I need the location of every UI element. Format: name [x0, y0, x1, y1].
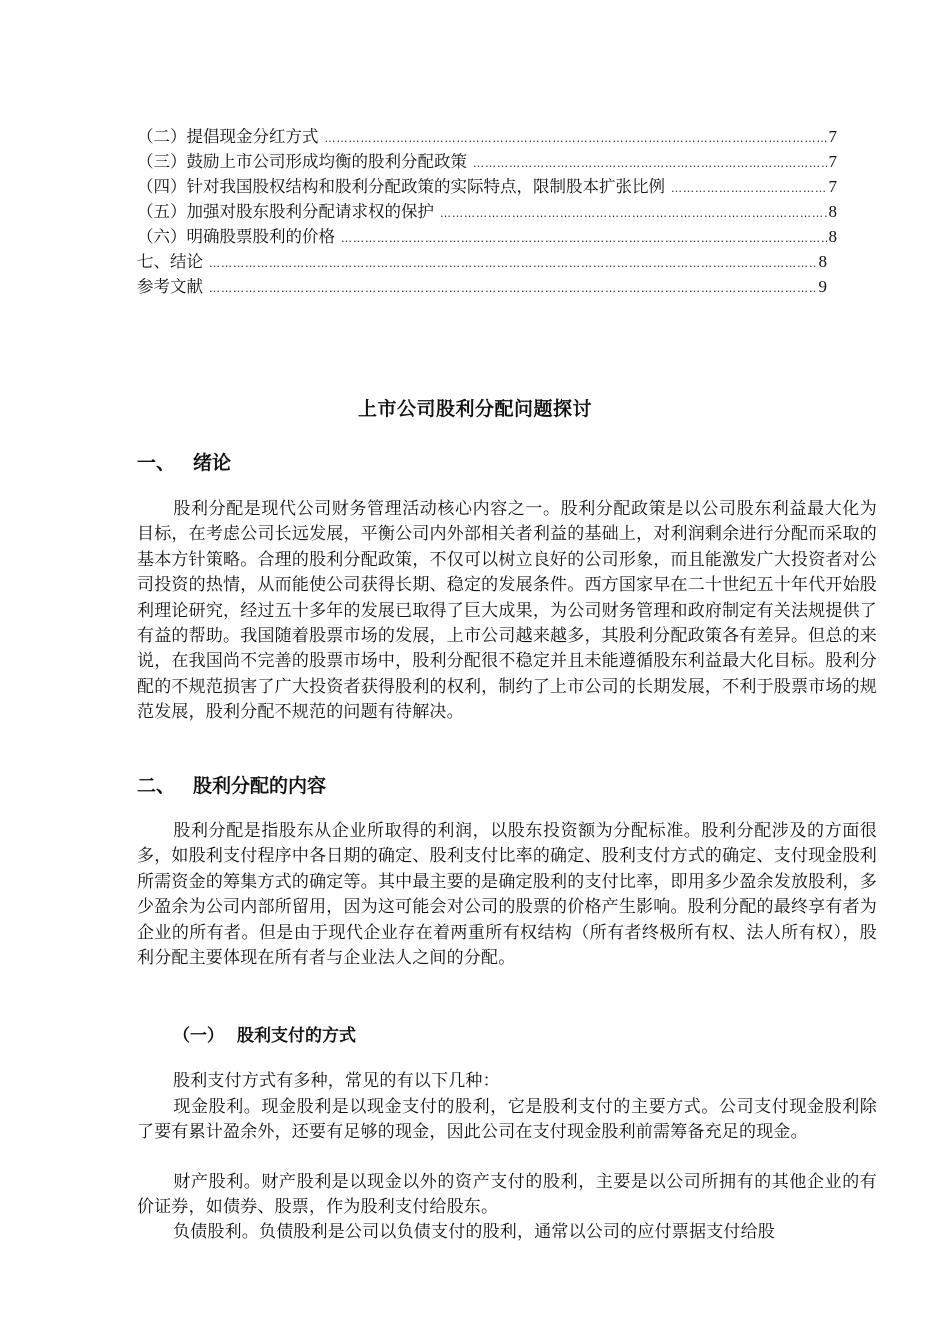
- toc-entry[interactable]: [137, 174, 837, 199]
- toc-page: 7: [828, 127, 837, 146]
- subsection-heading: [173, 1021, 356, 1046]
- document-title: 上市公司股利分配问题探讨: [357, 398, 592, 420]
- section-title: 绪论: [193, 452, 232, 474]
- toc-leader: [325, 126, 827, 151]
- paragraph: [137, 1095, 877, 1146]
- toc-number: （三）: [137, 152, 187, 171]
- toc-page: 9: [818, 277, 827, 296]
- section-heading: [137, 448, 231, 475]
- toc-entry[interactable]: [137, 249, 827, 274]
- toc-leader: [209, 251, 817, 276]
- section-heading: [137, 771, 326, 798]
- toc-page: 7: [828, 152, 837, 171]
- toc-leader: [473, 151, 827, 176]
- toc-label: 加强对股东股利分配请求权的保护: [186, 202, 434, 221]
- toc-page: 8: [828, 202, 837, 221]
- toc-number: （二）: [137, 127, 187, 146]
- paragraph-text: 现金股利。现金股利是以现金支付的股利，它是股利支付的主要方式。公司支付现金股利除了要有累计盈余外，还要有足够的现金，因此公司在支付现金股利前需筹备充足的现金。: [137, 1097, 877, 1143]
- toc-label: 针对我国股权结构和股利分配政策的实际特点，限制股本扩张比例: [186, 177, 665, 196]
- toc-leader: [671, 176, 827, 201]
- toc-label: 提倡现金分红方式: [186, 127, 319, 146]
- toc-entry[interactable]: [137, 124, 837, 149]
- subsection-title: 股利支付的方式: [237, 1026, 356, 1046]
- toc-label: 鼓励上市公司形成均衡的股利分配政策: [186, 152, 467, 171]
- toc-number: （六）: [137, 227, 187, 246]
- paragraph-text: 股利分配是指股东从企业所取得的利润，以股东投资额为分配标准。股利分配涉及的方面很多，如股利支付程序中各日期的确定、股利支付比率的确定、股利支付方式的确定、支付现金股利所需资金的筹集方式的确定等。其中最主要的是确定股利的支付比率，即用多少盈余发放股利，多少盈余为公司内部所留用，因为这可能会对公司的股票的价格产生影响。股利分配的最终享有者为企业的所有者。但是由于现代企业存在着两重所有权结构（所有者终极所有权、法人所有权），股利分配主要体现在所有者与企业法人之间的分配。: [137, 821, 877, 969]
- toc-number: （五）: [137, 202, 187, 221]
- toc-entry[interactable]: [137, 149, 837, 174]
- toc-label: 明确股票股利的价格: [186, 227, 335, 246]
- toc-entry[interactable]: [137, 199, 837, 224]
- paragraph: [137, 497, 877, 726]
- toc-leader: [341, 226, 827, 251]
- paragraph: [137, 819, 877, 971]
- paragraph: [137, 1170, 877, 1221]
- paragraph: [137, 1069, 877, 1094]
- paragraph-text: 股利分配是现代公司财务管理活动核心内容之一。股利分配政策是以公司股东利益最大化为目标，在考虑公司长远发展，平衡公司内外部相关者利益的基础上，对利润剩余进行分配而采取的基本方针策略。合理的股利分配政策，不仅可以树立良好的公司形象，而且能激发广大投资者对公司投资的热情，从而能使公司获得长期、稳定的发展条件。西方国家早在二十世纪五十年代开始股利理论研究，经过五十多年的发展已取得了巨大成果，为公司财务管理和政府制定有关法规提供了有益的帮助。我国随着股票市场的发展，上市公司越来越多，其股利分配政策各有差异。但总的来说，在我国尚不完善的股票市场中，股利分配很不稳定并且未能遵循股东利益最大化目标。股利分配的不规范损害了广大投资者获得股利的权利，制约了上市公司的长期发展，不利于股票市场的规范发展，股利分配不规范的问题有待解决。: [137, 499, 877, 723]
- subsection-number: （一）: [173, 1026, 224, 1046]
- paragraph-text: 财产股利。财产股利是以现金以外的资产支付的股利，主要是以公司所拥有的其他企业的有价证券，如债券、股票，作为股利支付给股东。: [137, 1172, 877, 1218]
- toc-leader: [209, 276, 817, 301]
- toc-entry[interactable]: [137, 224, 837, 249]
- paragraph-text: 负债股利。负债股利是公司以负债支付的股利，通常以公司的应付票据支付给股: [173, 1222, 775, 1242]
- toc-leader: [440, 201, 827, 226]
- toc-entry[interactable]: [137, 274, 827, 299]
- toc-label: 参考文献: [137, 277, 203, 296]
- toc-number: （四）: [137, 177, 187, 196]
- toc-page: 7: [828, 177, 837, 196]
- section-number: 二、: [137, 775, 176, 797]
- toc-label: 七、结论: [137, 252, 203, 271]
- toc-page: 8: [828, 227, 837, 246]
- paragraph-text: 股利支付方式有多种，常见的有以下几种：: [173, 1071, 500, 1091]
- paragraph: [137, 1220, 877, 1245]
- table-of-contents: [137, 124, 837, 299]
- section-title: 股利分配的内容: [193, 775, 327, 797]
- toc-page: 8: [818, 252, 827, 271]
- section-number: 一、: [137, 452, 176, 474]
